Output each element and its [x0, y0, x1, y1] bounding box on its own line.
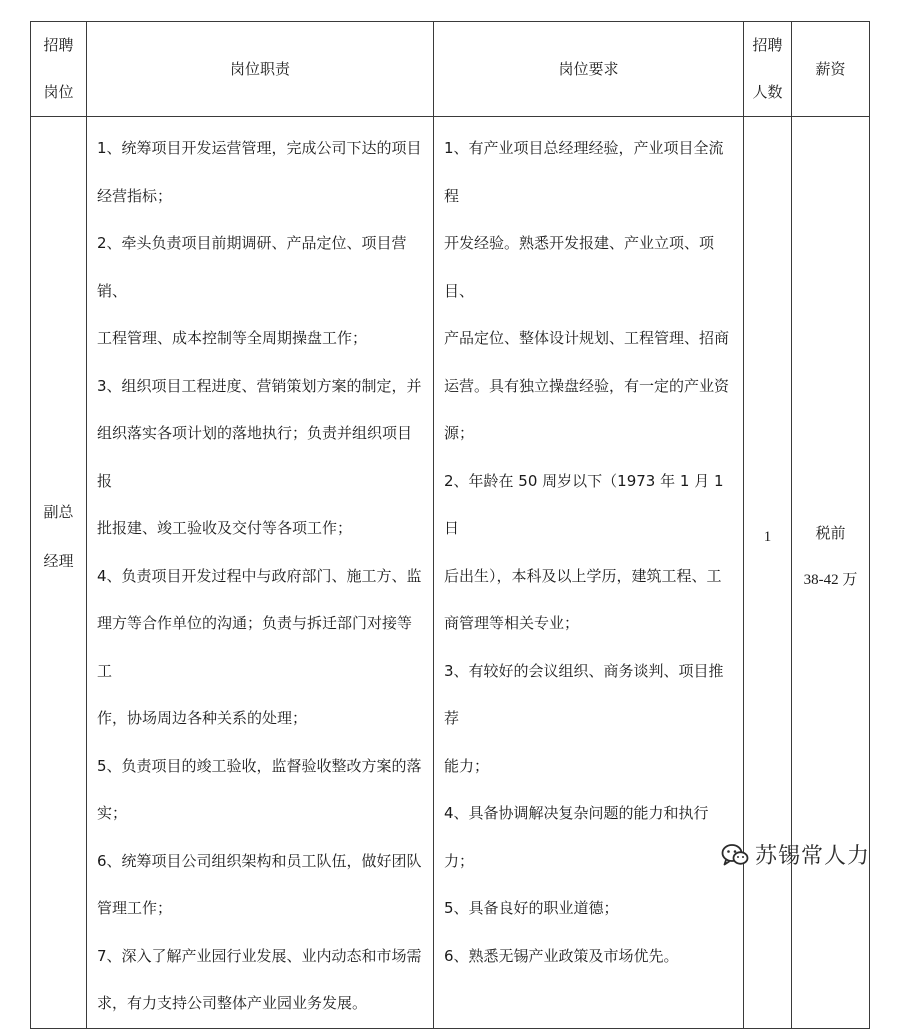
header-headcount-line2: 人数	[752, 83, 783, 101]
header-position-line2: 岗位	[43, 83, 74, 101]
salary-cell	[792, 117, 870, 1029]
requirements-text	[434, 117, 743, 980]
duties-line: 求，有力支持公司整体产业园业务发展。	[97, 994, 368, 1012]
duties-text	[87, 117, 433, 1028]
requirements-line: 5、具备良好的职业道德；	[444, 899, 619, 917]
position-cell	[31, 117, 87, 1029]
wechat-icon	[721, 843, 749, 867]
duties-line: 4、负责项目开发过程中与政府部门、施工方、监	[97, 566, 422, 585]
headcount-cell: 1	[744, 117, 792, 1029]
requirements-line: 3、有较好的会议组织、商务谈判、项目推荐	[444, 661, 724, 727]
requirements-cell	[434, 117, 744, 1029]
header-headcount	[744, 22, 792, 117]
requirements-line: 运营。具有独立操盘经验，有一定的产业资	[444, 376, 730, 395]
requirements-line: 1、有产业项目总经理经验，产业项目全流程	[444, 139, 724, 205]
header-position	[31, 22, 87, 117]
watermark-text: 苏锡常人力	[754, 844, 870, 869]
duties-line: 作，协场周边各种关系的处理；	[97, 709, 308, 727]
requirements-line: 6、熟悉无锡产业政策及市场优先。	[444, 946, 679, 965]
duties-line: 理方等合作单位的沟通；负责与拆迁部门对接等工	[97, 614, 413, 680]
requirements-line: 4、具备协调解决复杂问题的能力和执行力；	[444, 804, 709, 870]
requirements-line: 2、年龄在 50 周岁以下（1973 年 1 月 1 日	[444, 471, 724, 537]
position-line1: 副总	[43, 503, 74, 522]
header-position-line1: 招聘	[43, 36, 74, 54]
duties-line: 批报建、竣工验收及交付等各项工作；	[97, 519, 353, 537]
requirements-line: 源；	[444, 424, 475, 442]
duties-line: 经营指标；	[97, 186, 173, 205]
duties-cell	[87, 117, 434, 1029]
duties-line: 1、统筹项目开发运营管理，完成公司下达的项目	[97, 139, 422, 157]
duties-line: 工程管理、成本控制等全周期操盘工作；	[97, 329, 368, 347]
header-salary: 薪资	[792, 22, 870, 117]
requirements-line: 商管理等相关专业；	[444, 614, 580, 632]
recruitment-table	[30, 21, 870, 1029]
duties-line: 管理工作；	[97, 899, 173, 917]
requirements-line: 能力；	[444, 756, 490, 775]
duties-line: 3、组织项目工程进度、营销策划方案的制定，并	[97, 376, 422, 395]
wechat-watermark	[721, 839, 870, 870]
table-header-row	[31, 22, 870, 117]
requirements-line: 开发经验。熟悉开发报建、产业立项、项目、	[444, 234, 715, 300]
duties-line: 6、统筹项目公司组织架构和员工队伍，做好团队	[97, 851, 422, 870]
requirements-line: 产品定位、整体设计规划、工程管理、招商	[444, 329, 730, 347]
header-requirements: 岗位要求	[434, 22, 744, 117]
salary-amount: 38-42 万	[803, 572, 858, 589]
duties-line: 实；	[97, 804, 128, 822]
salary-label: 税前	[815, 524, 846, 543]
header-headcount-line1: 招聘	[752, 36, 783, 54]
duties-line: 2、牵头负责项目前期调研、产品定位、项目营销、	[97, 234, 407, 300]
requirements-line: 后出生），本科及以上学历，建筑工程、工	[444, 566, 722, 585]
table-row	[31, 117, 870, 1029]
header-duties: 岗位职责	[87, 22, 434, 117]
duties-line: 5、负责项目的竣工验收，监督验收整改方案的落	[97, 756, 422, 775]
duties-line: 7、深入了解产业园行业发展、业内动态和市场需	[97, 946, 422, 965]
duties-line: 组织落实各项计划的落地执行；负责并组织项目报	[97, 424, 413, 490]
position-line2: 经理	[43, 552, 74, 571]
